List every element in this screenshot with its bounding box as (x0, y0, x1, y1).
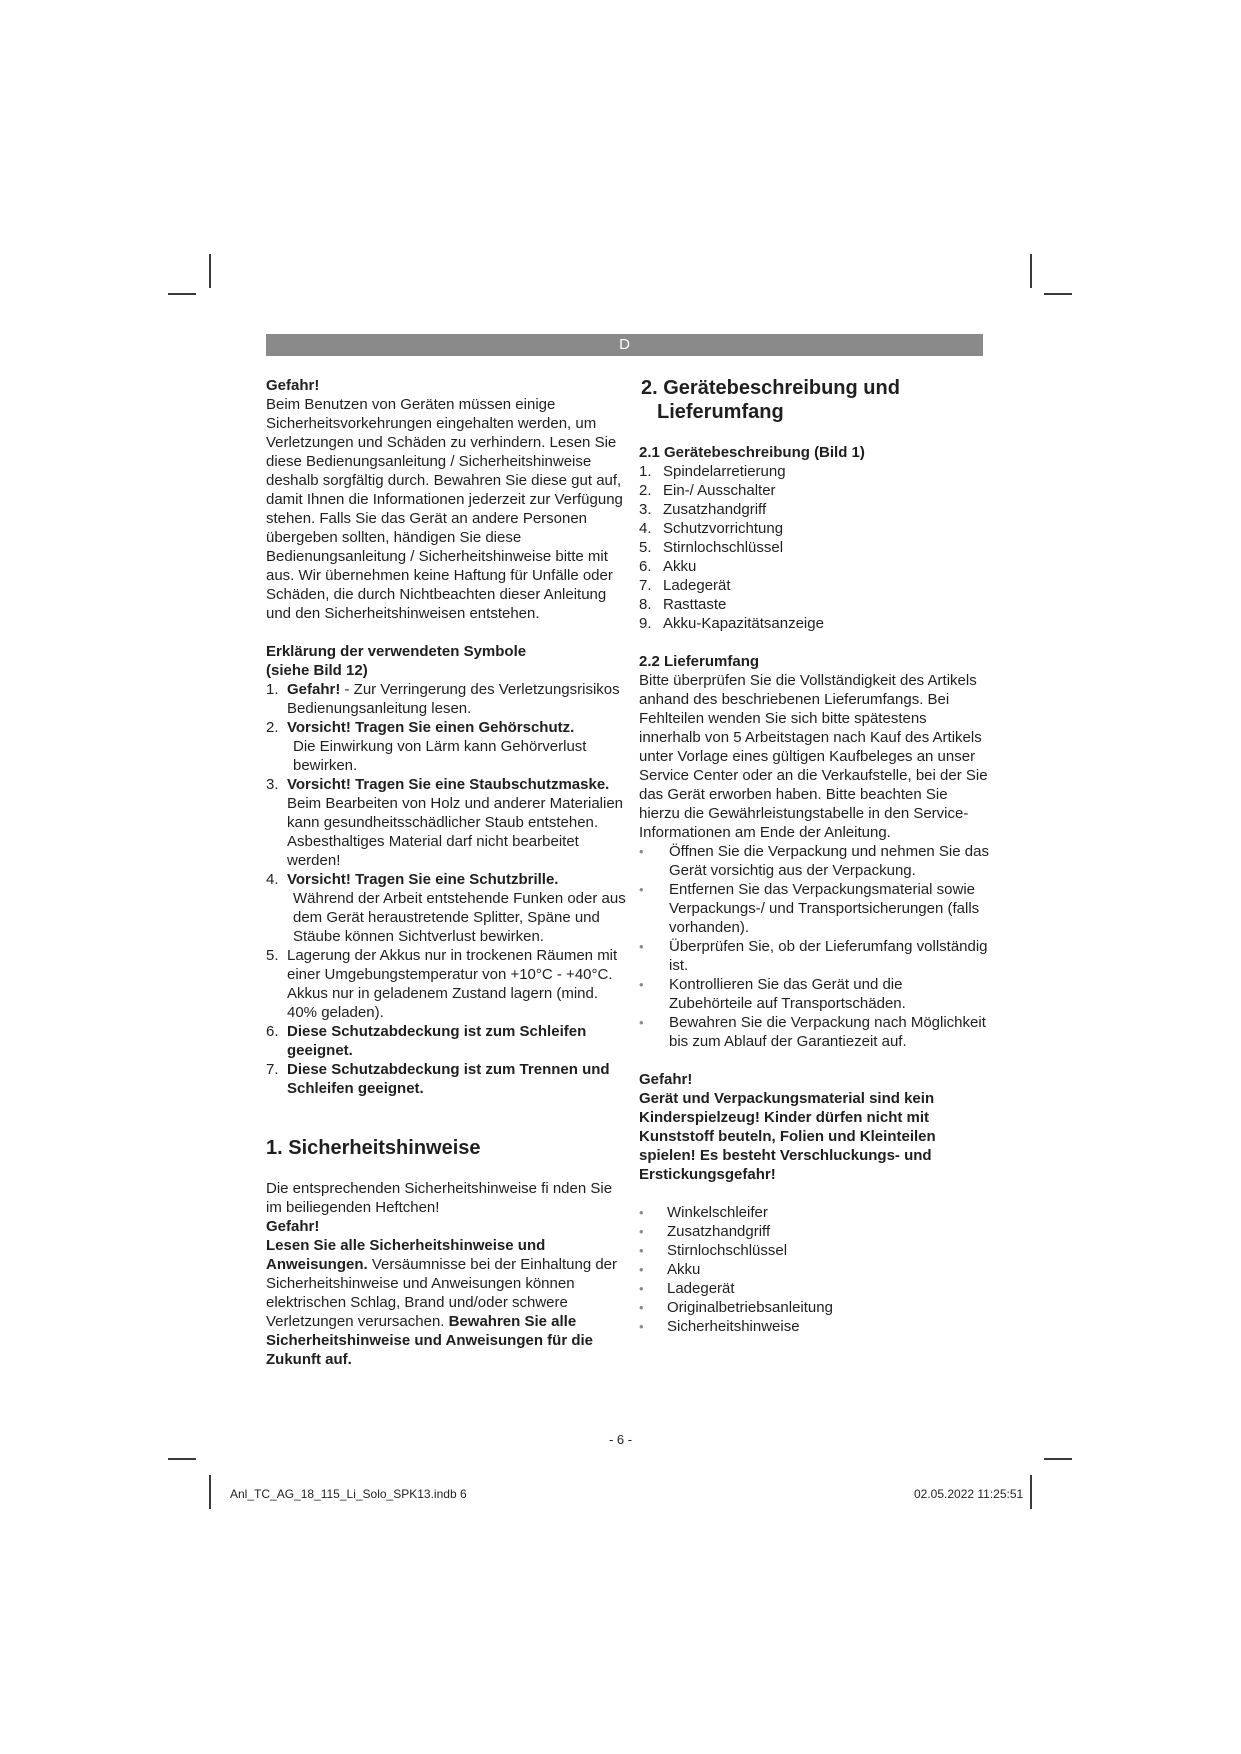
crop-mark (168, 293, 196, 295)
part-label: Stirnlochschlüssel (663, 539, 784, 556)
unpacking-steps (639, 842, 989, 1051)
danger-title-3: Gefahr! (639, 1071, 693, 1088)
symbol-number: 6. (266, 1023, 279, 1040)
danger-2-bold-lead: Lesen Sie alle Sicherheitshinweise und Anweisungen. (266, 1237, 546, 1273)
symbol-item (266, 946, 630, 1022)
scope-item-text: Akku (667, 1261, 701, 1278)
unpacking-step-text: Kontrollieren Sie das Gerät und die Zubehörteile auf Transportschäden. (669, 976, 906, 1012)
bullet-icon: • (639, 1262, 644, 1277)
part-label: Schutzvorrichtung (663, 520, 784, 537)
symbol-bold-text: Diese Schutzabdeckung ist zum Schleifen geeignet. (287, 1023, 587, 1059)
bullet-icon: • (639, 1281, 644, 1296)
symbol-bold-text: Vorsicht! Tragen Sie eine Schutzbrille. (287, 871, 559, 888)
part-label: Rasttaste (663, 596, 727, 613)
symbol-item (266, 1060, 630, 1098)
danger-paragraph-3: Gerät und Verpackungsmaterial sind kein Kinderspielzeug! Kinder dürfen nicht mit Kunststoff beuteln, Folien und Kleinteilen spielen! Es besteht Verschluckungs- und Erstickungsgefahr! (639, 1090, 936, 1183)
section-1-title: 1. Sicherheitshinweise (266, 1137, 481, 1159)
crop-mark (1044, 293, 1072, 295)
page-number: - 6 - (608, 1432, 633, 1447)
symbol-bold-text: Vorsicht! Tragen Sie einen Gehörschutz. (287, 719, 575, 736)
symbol-item (266, 1022, 630, 1060)
part-item (639, 576, 989, 595)
part-number: 7. (639, 577, 652, 594)
bullet-icon: • (639, 1319, 644, 1334)
part-label: Akku (663, 558, 697, 575)
scope-item-text: Ladegerät (667, 1280, 735, 1297)
parts-list (639, 462, 989, 633)
symbol-item (266, 680, 630, 718)
crop-mark (209, 1475, 211, 1509)
bullet-icon: • (639, 1015, 644, 1030)
subsection-2-1-title: 2.1 Gerätebeschreibung (Bild 1) (639, 444, 865, 461)
left-column (266, 376, 630, 1369)
bullet-icon: • (639, 1243, 644, 1258)
danger-title: Gefahr! (266, 377, 320, 394)
symbol-number: 1. (266, 681, 279, 698)
part-label: Ladegerät (663, 577, 731, 594)
symbol-text: Lagerung der Akkus nur in trockenen Räumen mit einer Umgebungstemperatur von +10°C - +40°C. Akkus nur in geladenem Zustand lagern (mind. 40% geladen). (287, 947, 618, 1021)
part-number: 6. (639, 558, 652, 575)
scope-item-text: Stirnlochschlüssel (667, 1242, 788, 1259)
symbols-list (266, 680, 630, 1098)
footer-filename: Anl_TC_AG_18_115_Li_Solo_SPK13.indb 6 (230, 1487, 467, 1501)
scope-item-text: Zusatzhandgriff (667, 1223, 771, 1240)
unpacking-step-text: Überprüfen Sie, ob der Lieferumfang vollständig ist. (669, 938, 988, 974)
section-2-title-cont: Lieferumfang (657, 401, 784, 423)
bullet-icon: • (639, 844, 644, 859)
symbol-text: Die Einwirkung von Lärm kann Gehörverlust bewirken. (293, 738, 587, 774)
footer-datetime: 02.05.2022 11:25:51 (914, 1487, 1024, 1501)
crop-mark (1030, 254, 1032, 288)
part-number: 1. (639, 463, 652, 480)
symbol-item (266, 775, 630, 870)
part-label: Ein-/ Ausschalter (663, 482, 776, 499)
scope-item (639, 1241, 989, 1260)
section-2-title: 2. Gerätebeschreibung und (641, 377, 900, 399)
unpacking-step (639, 842, 989, 880)
scope-item-text: Originalbetriebsanleitung (667, 1299, 833, 1316)
crop-mark (1030, 1475, 1032, 1509)
scope-item (639, 1298, 989, 1317)
symbol-text: - Zur Verringerung des Verletzungsrisikos Bedienungsanleitung lesen. (287, 681, 620, 717)
unpacking-step (639, 937, 989, 975)
bullet-icon: • (639, 977, 644, 992)
part-item (639, 557, 989, 576)
crop-mark (209, 254, 211, 288)
symbol-number: 2. (266, 719, 279, 736)
part-item (639, 500, 989, 519)
unpacking-step-text: Bewahren Sie die Verpackung nach Möglichkeit bis zum Ablauf der Garantiezeit auf. (669, 1014, 986, 1050)
symbol-number: 7. (266, 1061, 279, 1078)
part-item (639, 462, 989, 481)
symbol-bold-text: Vorsicht! Tragen Sie eine Staubschutzmaske. (287, 776, 610, 793)
bullet-icon: • (639, 1205, 644, 1220)
part-item (639, 519, 989, 538)
symbol-number: 3. (266, 776, 279, 793)
symbol-number: 5. (266, 947, 279, 964)
scope-item (639, 1317, 989, 1336)
bullet-icon: • (639, 882, 644, 897)
part-item (639, 595, 989, 614)
symbol-item (266, 870, 630, 946)
danger-paragraph-2 (266, 1236, 630, 1369)
part-number: 3. (639, 501, 652, 518)
unpacking-step (639, 880, 989, 937)
part-number: 8. (639, 596, 652, 613)
scope-item-text: Winkelschleifer (667, 1204, 768, 1221)
bullet-icon: • (639, 1224, 644, 1239)
language-letter: D (619, 336, 630, 353)
bullet-icon: • (639, 1300, 644, 1315)
symbol-bold-text: Diese Schutzabdeckung ist zum Trennen und Schleifen geeignet. (287, 1061, 610, 1097)
symbol-text: Während der Arbeit entstehende Funken oder aus dem Gerät heraustretende Splitter, Späne und Stäube können Sichtverlust bewirken. (293, 890, 626, 945)
scope-item (639, 1260, 989, 1279)
symbols-heading: Erklärung der verwendeten Symbole (266, 643, 527, 660)
symbol-bold-text: Gefahr! (287, 681, 341, 698)
scope-item (639, 1222, 989, 1241)
scope-item-text: Sicherheitshinweise (667, 1318, 800, 1335)
part-number: 4. (639, 520, 652, 537)
part-item (639, 481, 989, 500)
danger-2-bold-tail: Bewahren Sie alle Sicherheitshinweise und Anweisungen für die Zukunft auf. (266, 1313, 593, 1368)
crop-mark (1044, 1458, 1072, 1460)
unpacking-step-text: Öffnen Sie die Verpackung und nehmen Sie das Gerät vorsichtig aus der Verpackung. (669, 843, 989, 879)
part-number: 2. (639, 482, 652, 499)
part-item (639, 538, 989, 557)
part-number: 5. (639, 539, 652, 556)
subsection-2-2-title: 2.2 Lieferumfang (639, 653, 760, 670)
scope-item (639, 1203, 989, 1222)
part-label: Zusatzhandgriff (663, 501, 767, 518)
scope-item (639, 1279, 989, 1298)
unpacking-step (639, 1013, 989, 1051)
part-number: 9. (639, 615, 652, 632)
scope-paragraph: Bitte überprüfen Sie die Vollständigkeit des Artikels anhand des beschriebenen Lieferumfangs. Bei Fehlteilen wenden Sie sich bitte spätestens innerhalb von 5 Arbeitstagen nach Kauf des Artikels unter Vorlage eines gültigen Kaufbeleges an unser Service Center oder an die Verkaufstelle, bei der Sie das Gerät erworben haben. Bitte beachten Sie hierzu die Gewährleistungstabelle in den Service-Informationen am Ende der Anleitung. (639, 672, 988, 841)
symbol-text: Beim Bearbeiten von Holz und anderer Materialien kann gesundheitsschädlicher Staub entstehen. Asbesthaltiges Material darf nicht bearbeitet werden! (287, 795, 624, 869)
part-item (639, 614, 989, 633)
delivery-scope-list (639, 1203, 989, 1336)
danger-paragraph: Beim Benutzen von Geräten müssen einige Sicherheitsvorkehrungen eingehalten werden, um Verletzungen und Schäden zu verhindern. Lesen Sie diese Bedienungsanleitung / Sicherheitshinweise deshalb sorgfältig durch. Bewahren Sie diese gut auf, damit Ihnen die Informationen jederzeit zur Verfügung stehen. Falls Sie das Gerät an andere Personen übergeben sollten, händigen Sie diese Bedienungsanleitung / Sicherheitshinweise bitte mit aus. Wir übernehmen keine Haftung für Unfälle oder Schäden, die durch Nichtbeachten dieser Anleitung und den Sicherheitshinweisen entstehen. (266, 396, 623, 622)
bullet-icon: • (639, 939, 644, 954)
symbol-number: 4. (266, 871, 279, 888)
danger-title-2: Gefahr! (266, 1218, 320, 1235)
section-1-intro: Die entsprechenden Sicherheitshinweise fi nden Sie im beiliegenden Heftchen! (266, 1180, 613, 1216)
right-column (639, 376, 989, 1336)
part-label: Spindelarretierung (663, 463, 786, 480)
symbols-heading-ref: (siehe Bild 12) (266, 662, 368, 679)
section-header-bar (266, 334, 983, 356)
symbol-item (266, 718, 630, 775)
danger-2-text: Versäumnisse bei der Einhaltung der Sicherheitshinweise und Anweisungen können elektrischen Schlag, Brand und/oder schwere Verletzungen verursachen. (266, 1256, 618, 1330)
unpacking-step (639, 975, 989, 1013)
part-label: Akku-Kapazitätsanzeige (663, 615, 824, 632)
crop-mark (168, 1458, 196, 1460)
unpacking-step-text: Entfernen Sie das Verpackungsmaterial sowie Verpackungs-/ und Transportsicherungen (falls vorhanden). (669, 881, 980, 936)
